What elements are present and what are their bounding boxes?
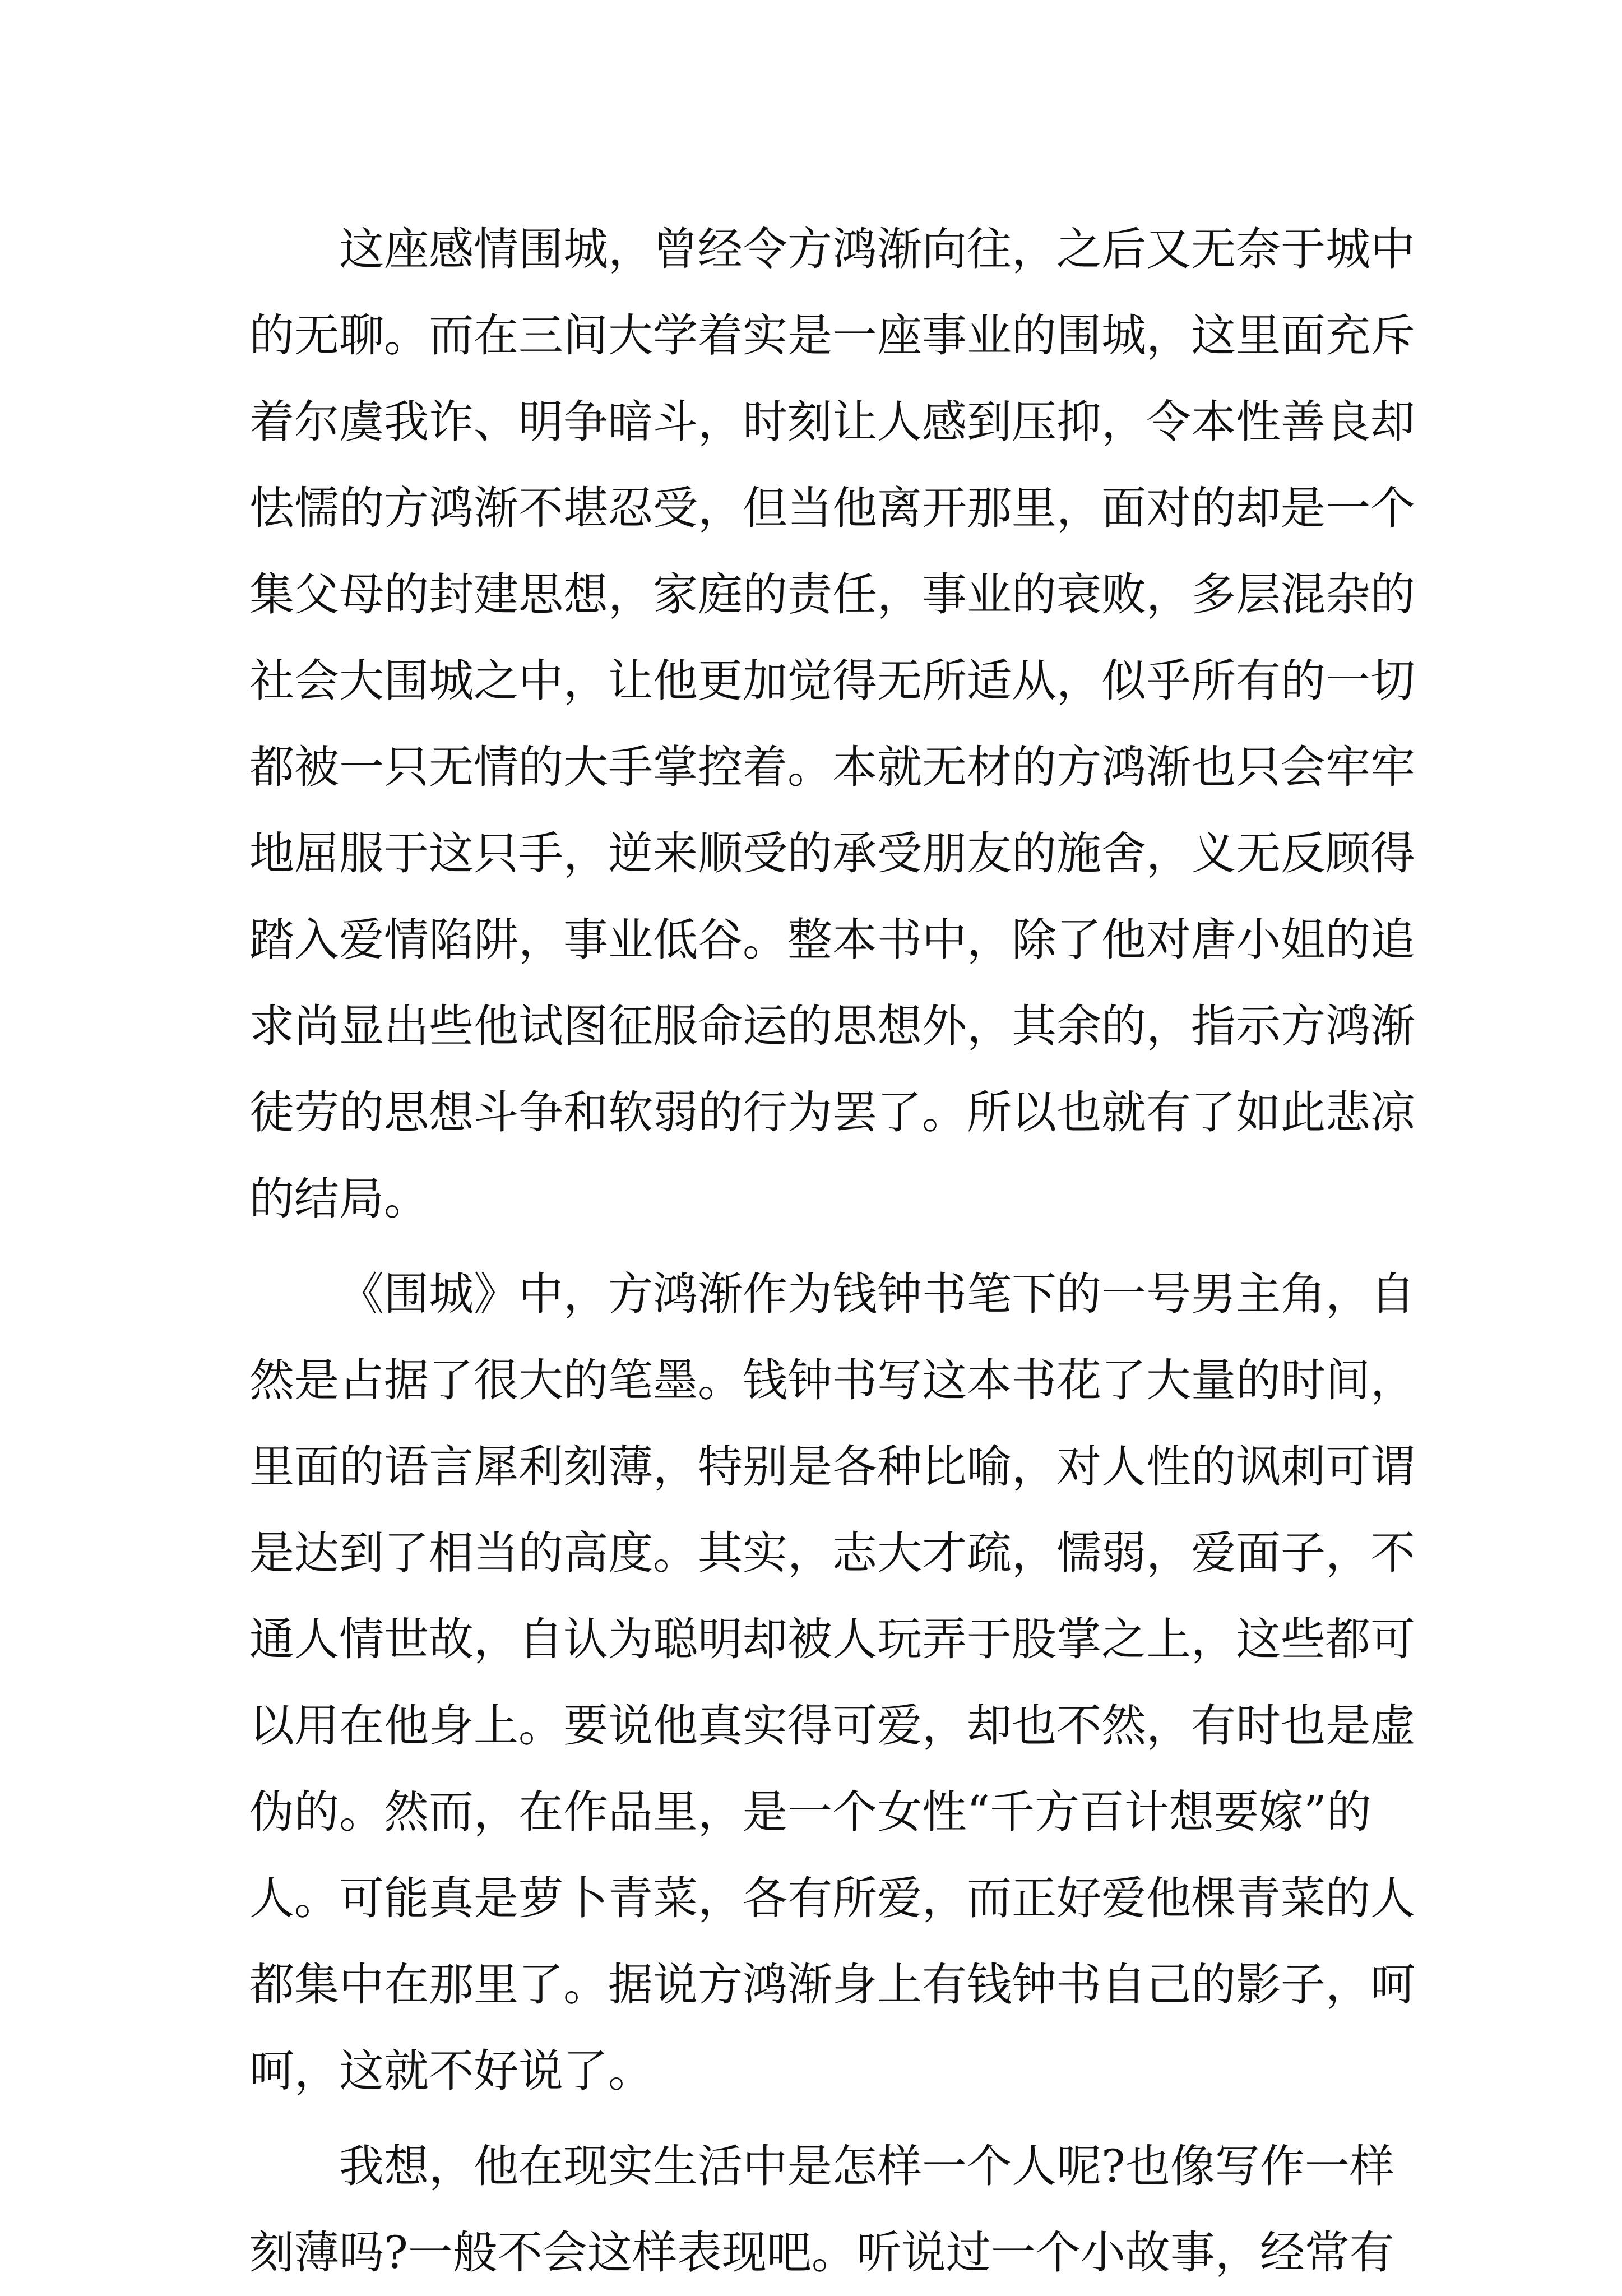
text-line: 呵，这就不好说了。 [249,2045,653,2097]
text-line: 人。可能真是萝卜青菜，各有所爱，而正好爱他棵青菜的人 [249,1872,1415,1924]
paragraph-spacing [249,2114,1382,2123]
text-line: 里面的语言犀利刻薄，特别是各种比喻，对人性的讽刺可谓 [249,1441,1415,1493]
text-line: 然是占据了很大的笔墨。钱钟书写这本书花了大量的时间， [249,1354,1415,1406]
text-line: 怯懦的方鸿渐不堪忍受，但当他离开那里，面对的却是一个 [249,482,1415,534]
text-line: 《围城》中，方鸿渐作为钱钟书笔下的一号男主角，自 [339,1268,1415,1320]
text-line: 这座感情围城，曾经令方鸿渐向往，之后又无奈于城中 [339,223,1415,275]
text-line: 求尚显出些他试图征服命运的思想外，其余的，指示方鸿渐 [249,1000,1415,1052]
text-line: 着尔虞我诈、明争暗斗，时刻让人感到压抑，令本性善良却 [249,396,1415,448]
text-line: 我想，他在现实生活中是怎样一个人呢?也像写作一样 [339,2140,1394,2192]
body-text [249,206,1415,2296]
text-line: 通人情世故，自认为聪明却被人玩弄于股掌之上，这些都可 [249,1613,1415,1665]
text-line: 徒劳的思想斗争和软弱的行为罢了。所以也就有了如此悲凉 [249,1086,1415,1138]
paragraph-3 [249,2123,1394,2296]
text-line: 集父母的封建思想，家庭的责任，事业的衰败，多层混杂的 [249,568,1415,621]
text-line: 伪的。然而，在作品里，是一个女性“千方百计想要嫁”的 [249,1786,1371,1838]
text-line: 是达到了相当的高度。其实，志大才疏，懦弱，爱面子，不 [249,1527,1415,1579]
text-line: 刻薄吗?一般不会这样表现吧。听说过一个小故事，经常有 [249,2226,1394,2279]
text-line: 社会大围城之中，让他更加觉得无所适从，似乎所有的一切 [249,655,1415,707]
paragraph-spacing [249,1242,1382,1251]
paragraph-1 [249,206,1415,1242]
text-line: 都被一只无情的大手掌控着。本就无材的方鸿渐也只会牢牢 [249,741,1415,793]
text-line: 踏入爱情陷阱，事业低谷。整本书中，除了他对唐小姐的追 [249,914,1415,966]
text-line: 地屈服于这只手，逆来顺受的承受朋友的施舍，义无反顾得 [249,827,1415,879]
text-line: 都集中在那里了。据说方鸿渐身上有钱钟书自己的影子，呵 [249,1959,1415,2011]
text-line: 以用在他身上。要说他真实得可爱，却也不然，有时也是虚 [249,1700,1415,1752]
paragraph-2 [249,1251,1415,2114]
text-line: 的无聊。而在三间大学着实是一座事业的围城，这里面充斥 [249,309,1415,362]
text-line: 的结局。 [249,1173,429,1225]
